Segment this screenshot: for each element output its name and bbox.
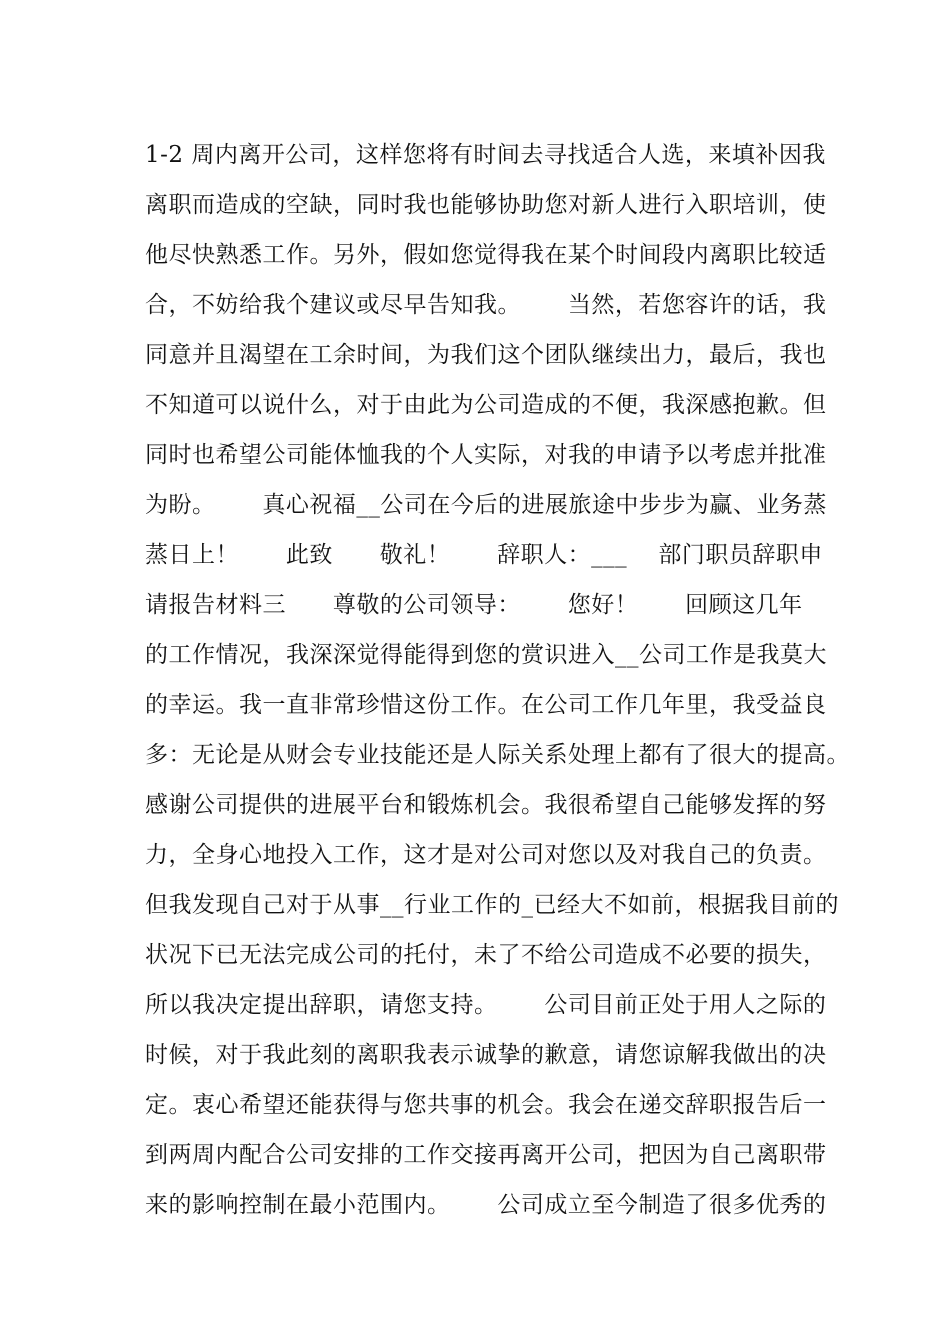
text-line: 到两周内配合公司安排的工作交接再离开公司，把因为自己离职带 xyxy=(145,1142,827,1168)
text-line: 定。衷心希望还能获得与您共事的机会。我会在递交辞职报告后一 xyxy=(145,1092,827,1118)
text-line: 感谢公司提供的进展平台和锻炼机会。我很希望自己能够发挥的努 xyxy=(145,792,827,818)
body-text xyxy=(145,136,850,1236)
text-line: 请报告材料三 尊敬的公司领导： 您好！ 回顾这几年 xyxy=(145,592,803,618)
text-line: 状况下已无法完成公司的托付，未了不给公司造成不必要的损失， xyxy=(145,942,827,968)
text-line: 但我发现自己对于从事__行业工作的_已经大不如前，根据我目前的 xyxy=(145,892,839,918)
text-line: 的工作情况，我深深觉得能得到您的赏识进入__公司工作是我莫大 xyxy=(145,642,827,668)
text-line: 同时也希望公司能体恤我的个人实际，对我的申请予以考虑并批准 xyxy=(145,442,827,468)
text-line: 同意并且渴望在工余时间，为我们这个团队继续出力，最后，我也 xyxy=(145,342,827,368)
text-line: 他尽快熟悉工作。另外，假如您觉得我在某个时间段内离职比较适 xyxy=(145,242,827,268)
text-line: 合，不妨给我个建议或尽早告知我。 当然，若您容许的话，我 xyxy=(145,292,827,318)
text-line: 多：无论是从财会专业技能还是人际关系处理上都有了很大的提高。 xyxy=(145,742,850,768)
text-line: 为盼。 真心祝福__公司在今后的进展旅途中步步为赢、业务蒸 xyxy=(145,492,827,518)
text-line: 力，全身心地投入工作，这才是对公司对您以及对我自己的负责。 xyxy=(145,842,827,868)
text-line: 时候，对于我此刻的离职我表示诚挚的歉意，请您谅解我做出的决 xyxy=(145,1042,827,1068)
text-line: 来的影响控制在最小范围内。 公司成立至今制造了很多优秀的 xyxy=(145,1192,827,1218)
text-line: 1-2 周内离开公司，这样您将有时间去寻找适合人选，来填补因我 xyxy=(145,142,826,168)
text-line: 蒸日上！ 此致 敬礼！ 辞职人：___ 部门职员辞职申 xyxy=(145,542,823,568)
text-line: 所以我决定提出辞职，请您支持。 公司目前正处于用人之际的 xyxy=(145,992,827,1018)
text-line: 离职而造成的空缺，同时我也能够协助您对新人进行入职培训，使 xyxy=(145,192,827,218)
text-line: 的幸运。我一直非常珍惜这份工作。在公司工作几年里，我受益良 xyxy=(145,692,827,718)
text-line: 不知道可以说什么，对于由此为公司造成的不便，我深感抱歉。但 xyxy=(145,392,827,418)
